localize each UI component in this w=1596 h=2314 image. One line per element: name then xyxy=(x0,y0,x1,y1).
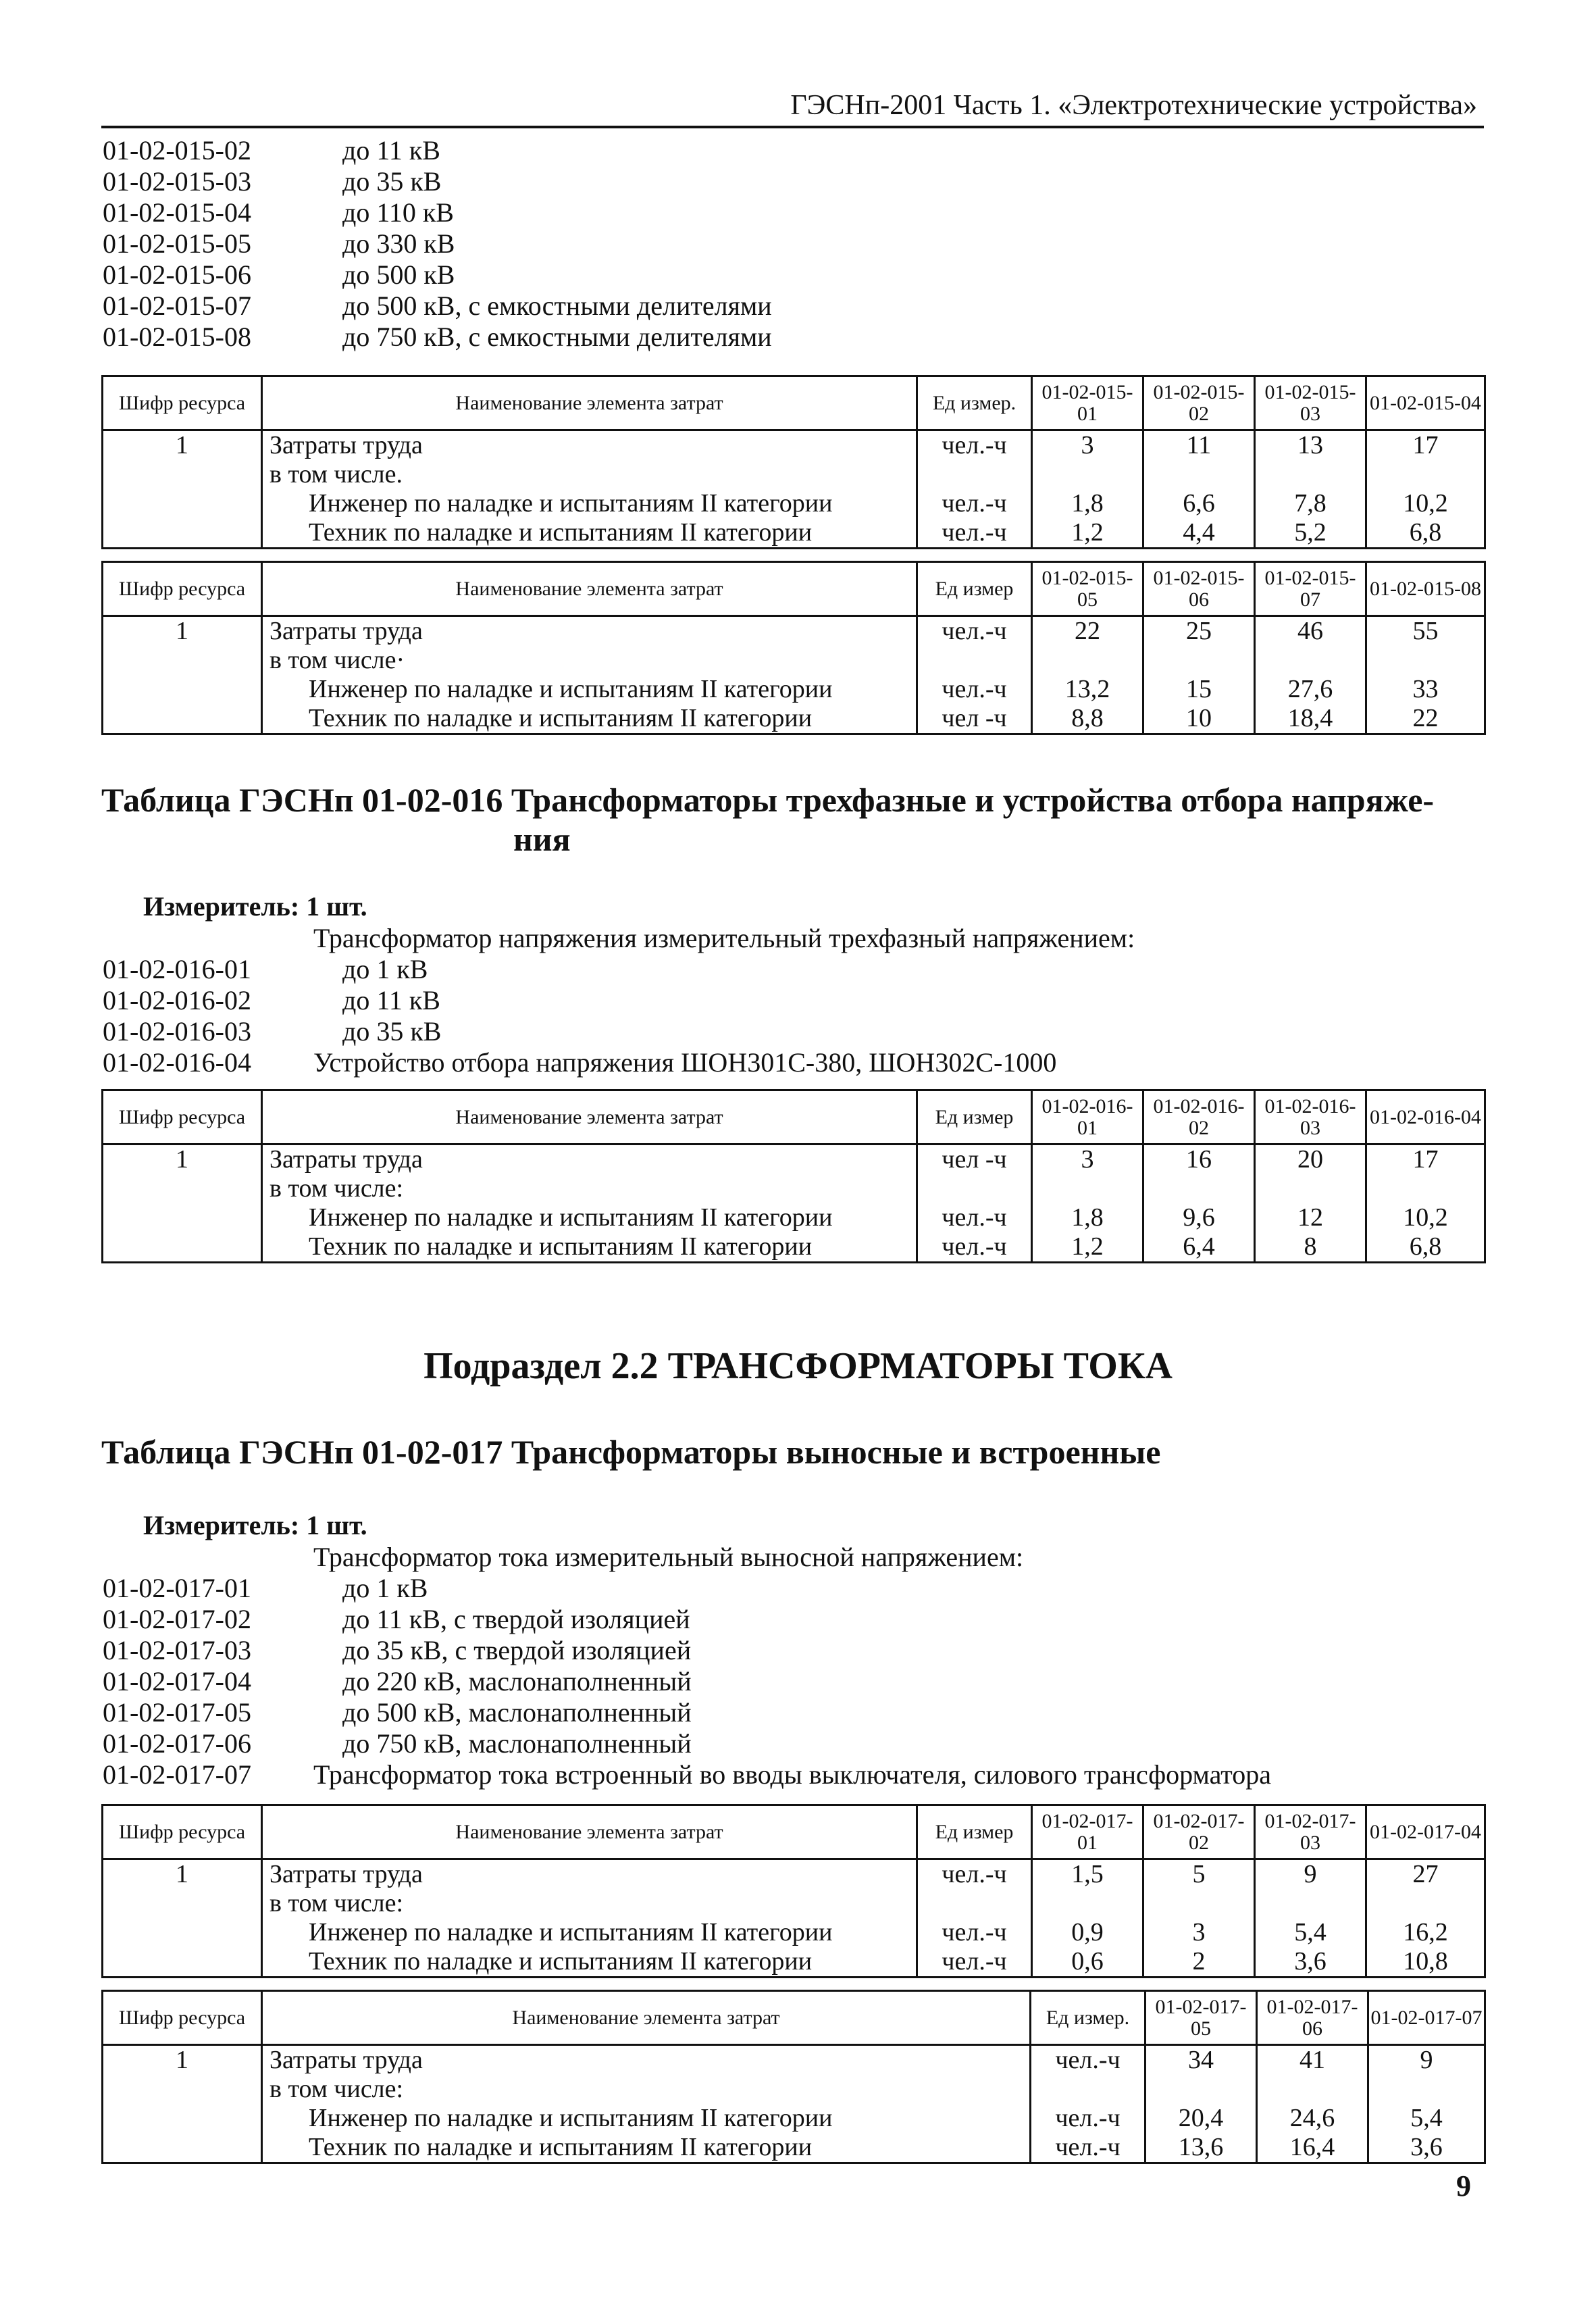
col-header-norm: 01-02-017-03 xyxy=(1255,1805,1366,1859)
col-header-unit: Ед измер xyxy=(917,1805,1032,1859)
value-cell: 41 xyxy=(1299,2046,1325,2074)
value-cell: 18,4 xyxy=(1287,704,1333,732)
labor-label: Затраты труда xyxy=(269,1145,423,1174)
item-desc: до 1 кВ xyxy=(342,954,428,984)
table-016-title-line1: Таблица ГЭСНп 01-02-016 Трансформаторы трехфазные и устройства отбора напряже- xyxy=(101,781,1435,819)
value-cell: 6,8 xyxy=(1409,518,1442,547)
value-cell: 6,6 xyxy=(1183,489,1215,518)
unit-value: чел.-ч xyxy=(942,1860,1007,1888)
value-cell: 22 xyxy=(1075,617,1100,645)
item-code: 01-02-017-05 xyxy=(103,1697,251,1728)
measure-unit-017: Измеритель: 1 шт. xyxy=(143,1510,367,1540)
engineer-label: Инженер по наладке и испытаниям II категории xyxy=(309,1203,833,1232)
value-cell: 17 xyxy=(1412,1145,1439,1174)
table-row xyxy=(103,2045,1485,2163)
item-desc: до 500 кВ, маслонаполненный xyxy=(342,1697,692,1728)
value-cell: 1,8 xyxy=(1071,1203,1104,1232)
values-col xyxy=(1143,430,1255,549)
unit-value: чел.-ч xyxy=(942,1203,1007,1232)
page-number: 9 xyxy=(1456,2169,1471,2203)
engineer-label: Инженер по наладке и испытаниям II категории xyxy=(309,2104,833,2132)
resource-table-017-b xyxy=(101,1990,1486,2164)
value-cell: 5 xyxy=(1192,1860,1206,1888)
value-cell: 13,6 xyxy=(1178,2133,1224,2161)
subsection-title: Подраздел 2.2 ТРАНСФОРМАТОРЫ ТОКА xyxy=(423,1345,1173,1387)
values-col xyxy=(1366,1145,1485,1263)
item-code: 01-02-017-07 xyxy=(103,1759,251,1790)
cost-names xyxy=(262,1145,917,1263)
values-col xyxy=(1255,1145,1366,1263)
col-header-name: Наименование элемента затрат xyxy=(262,562,917,616)
values-col xyxy=(1032,430,1143,549)
value-cell: 25 xyxy=(1186,617,1212,645)
values-col xyxy=(1143,616,1255,734)
document-title: ГЭСНп-2001 Часть 1. «Электротехнические устройства» xyxy=(790,90,1477,121)
unit-value: чел.-ч xyxy=(942,1947,1007,1976)
value-cell: 24,6 xyxy=(1289,2104,1335,2132)
resource-table-017-a xyxy=(101,1804,1486,1978)
item-code: 01-02-015-05 xyxy=(103,228,251,259)
values-col xyxy=(1032,1145,1143,1263)
value-cell: 4,4 xyxy=(1183,518,1215,547)
value-cell: 27 xyxy=(1412,1860,1439,1888)
values-col xyxy=(1366,430,1485,549)
col-header-norm: 01-02-016-02 xyxy=(1143,1090,1255,1145)
including-label: в том числе: xyxy=(269,1889,404,1917)
values-col xyxy=(1366,1859,1485,1978)
value-cell: 3,6 xyxy=(1294,1947,1327,1976)
unit-value: чел.-ч xyxy=(942,489,1007,518)
value-cell: 33 xyxy=(1412,675,1439,703)
col-header-norm: 01-02-016-01 xyxy=(1032,1090,1143,1145)
value-cell: 5,2 xyxy=(1294,518,1327,547)
value-cell: 1,8 xyxy=(1071,489,1104,518)
table-header-row xyxy=(103,1991,1485,2045)
col-header-name: Наименование элемента затрат xyxy=(262,1090,917,1145)
value-cell: 7,8 xyxy=(1294,489,1327,518)
including-label: в том числе· xyxy=(269,646,405,674)
value-cell: 1,2 xyxy=(1071,1232,1104,1261)
item-desc: до 35 кВ xyxy=(342,166,442,197)
value-cell: 16,2 xyxy=(1403,1918,1448,1946)
unit-value: чел.-ч xyxy=(942,1918,1007,1946)
values-col xyxy=(1255,616,1366,734)
table-header-row xyxy=(103,562,1485,616)
value-cell: 15 xyxy=(1186,675,1212,703)
col-header-unit: Ед измер. xyxy=(1031,1991,1145,2045)
value-cell: 0,9 xyxy=(1071,1918,1104,1946)
value-cell: 5,4 xyxy=(1294,1918,1327,1946)
col-header-norm: 01-02-017-01 xyxy=(1032,1805,1143,1859)
item-desc: до 500 кВ xyxy=(342,259,455,290)
col-header-unit: Ед измер. xyxy=(917,376,1032,430)
values-col xyxy=(1143,1859,1255,1978)
table-row xyxy=(103,1859,1485,1978)
technician-label: Техник по наладке и испытаниям II категории xyxy=(309,518,813,547)
values-col xyxy=(1032,616,1143,734)
table-row xyxy=(103,616,1485,734)
col-header-code: Шифр ресурса xyxy=(103,1090,262,1145)
unit-value: чел -ч xyxy=(942,704,1007,732)
item-desc: до 750 кВ, маслонаполненный xyxy=(342,1728,692,1759)
resource-code: 1 xyxy=(103,1859,262,1978)
col-header-code: Шифр ресурса xyxy=(103,1805,262,1859)
value-cell: 3,6 xyxy=(1410,2133,1443,2161)
col-header-code: Шифр ресурса xyxy=(103,562,262,616)
unit-value: чел.-ч xyxy=(942,675,1007,703)
item-desc: до 500 кВ, с емкостными делителями xyxy=(342,291,772,321)
value-cell: 27,6 xyxy=(1287,675,1333,703)
resource-code: 1 xyxy=(103,616,262,734)
labor-label: Затраты труда xyxy=(269,431,423,459)
resource-code: 1 xyxy=(103,430,262,549)
value-cell: 20,4 xyxy=(1178,2104,1224,2132)
item-code: 01-02-015-08 xyxy=(103,322,251,352)
col-header-norm: 01-02-015-03 xyxy=(1255,376,1366,430)
item-code: 01-02-016-04 xyxy=(103,1047,251,1078)
item-code: 01-02-015-07 xyxy=(103,291,251,321)
item-code: 01-02-017-04 xyxy=(103,1666,251,1696)
value-cell: 9 xyxy=(1420,2046,1433,2074)
values-col xyxy=(1257,2045,1368,2163)
technician-label: Техник по наладке и испытаниям II категории xyxy=(309,1947,813,1976)
col-header-norm: 01-02-017-04 xyxy=(1366,1805,1485,1859)
value-cell: 16,4 xyxy=(1289,2133,1335,2161)
unit-value: чел.-ч xyxy=(942,1232,1007,1261)
value-cell: 0,6 xyxy=(1071,1947,1104,1976)
item-desc: до 110 кВ xyxy=(342,197,454,228)
item-desc: до 1 кВ xyxy=(342,1573,428,1603)
unit-value: чел -ч xyxy=(942,1145,1007,1174)
units xyxy=(917,1859,1032,1978)
unit-value: чел.-ч xyxy=(1055,2104,1121,2132)
col-header-norm: 01-02-017-07 xyxy=(1368,1991,1485,2045)
units xyxy=(917,616,1032,734)
table-row xyxy=(103,1145,1485,1263)
resource-code: 1 xyxy=(103,2045,262,2163)
values-col xyxy=(1032,1859,1143,1978)
item-desc: до 35 кВ, с твердой изоляцией xyxy=(342,1635,692,1665)
value-cell: 13 xyxy=(1297,431,1323,459)
value-cell: 9 xyxy=(1304,1860,1317,1888)
unit-value: чел.-ч xyxy=(1055,2133,1121,2161)
col-header-code: Шифр ресурса xyxy=(103,376,262,430)
engineer-label: Инженер по наладке и испытаниям II категории xyxy=(309,489,833,518)
value-cell: 6,4 xyxy=(1183,1232,1215,1261)
unit-value: чел.-ч xyxy=(942,518,1007,547)
item-code: 01-02-015-03 xyxy=(103,166,251,197)
col-header-name: Наименование элемента затрат xyxy=(262,376,917,430)
value-cell: 10 xyxy=(1186,704,1212,732)
table-header-row xyxy=(103,376,1485,430)
col-header-norm: 01-02-015-06 xyxy=(1143,562,1255,616)
item-code: 01-02-015-04 xyxy=(103,197,251,228)
technician-label: Техник по наладке и испытаниям II категории xyxy=(309,704,813,732)
item-code: 01-02-015-02 xyxy=(103,135,251,166)
values-col xyxy=(1255,430,1366,549)
value-cell: 3 xyxy=(1081,431,1094,459)
value-cell: 10,2 xyxy=(1403,489,1448,518)
value-cell: 20 xyxy=(1297,1145,1323,1174)
value-cell: 3 xyxy=(1192,1918,1206,1946)
value-cell: 55 xyxy=(1412,617,1439,645)
item-code: 01-02-016-03 xyxy=(103,1016,251,1047)
value-cell: 5,4 xyxy=(1410,2104,1443,2132)
item-code: 01-02-015-06 xyxy=(103,259,251,290)
col-header-name: Наименование элемента затрат xyxy=(262,1805,917,1859)
values-col xyxy=(1145,2045,1257,2163)
table-header-row xyxy=(103,1090,1485,1145)
units xyxy=(917,430,1032,549)
item-desc: до 220 кВ, маслонаполненный xyxy=(342,1666,692,1696)
page-header xyxy=(101,81,1484,128)
resource-code: 1 xyxy=(103,1145,262,1263)
col-header-unit: Ед измер xyxy=(917,1090,1032,1145)
table-016-title-line2: ния xyxy=(513,820,571,858)
item-code: 01-02-016-02 xyxy=(103,985,251,1015)
col-header-unit: Ед измер xyxy=(917,562,1032,616)
value-cell: 13,2 xyxy=(1064,675,1110,703)
value-cell: 1,2 xyxy=(1071,518,1104,547)
col-header-norm: 01-02-017-06 xyxy=(1257,1991,1368,2045)
col-header-norm: 01-02-015-04 xyxy=(1366,376,1485,430)
item-desc: до 11 кВ xyxy=(342,135,440,166)
units xyxy=(917,1145,1032,1263)
including-label: в том числе: xyxy=(269,1174,404,1203)
item-desc: до 11 кВ xyxy=(342,985,440,1015)
values-col xyxy=(1255,1859,1366,1978)
col-header-norm: 01-02-016-03 xyxy=(1255,1090,1366,1145)
value-cell: 9,6 xyxy=(1183,1203,1215,1232)
value-cell: 12 xyxy=(1297,1203,1323,1232)
item-desc: до 35 кВ xyxy=(342,1016,442,1047)
value-cell: 2 xyxy=(1192,1947,1206,1976)
values-col xyxy=(1366,616,1485,734)
col-header-norm: 01-02-017-05 xyxy=(1145,1991,1257,2045)
item-desc: до 750 кВ, с емкостными делителями xyxy=(342,322,772,352)
col-header-norm: 01-02-015-01 xyxy=(1032,376,1143,430)
resource-table-016 xyxy=(101,1089,1486,1263)
resource-table-015-b xyxy=(101,561,1486,735)
col-header-norm: 01-02-015-02 xyxy=(1143,376,1255,430)
unit-value: чел.-ч xyxy=(1055,2046,1121,2074)
value-cell: 11 xyxy=(1186,431,1212,459)
item-code: 01-02-016-01 xyxy=(103,954,251,984)
col-header-norm: 01-02-015-08 xyxy=(1366,562,1485,616)
technician-label: Техник по наладке и испытаниям II категории xyxy=(309,1232,813,1261)
table-row xyxy=(103,430,1485,549)
item-code: 01-02-017-06 xyxy=(103,1728,251,1759)
value-cell: 6,8 xyxy=(1409,1232,1442,1261)
labor-label: Затраты труда xyxy=(269,2046,423,2074)
item-code: 01-02-017-01 xyxy=(103,1573,251,1603)
col-header-code: Шифр ресурса xyxy=(103,1991,262,2045)
values-col xyxy=(1143,1145,1255,1263)
value-cell: 1,5 xyxy=(1071,1860,1104,1888)
including-label: в том числе: xyxy=(269,2075,404,2103)
value-cell: 10,2 xyxy=(1403,1203,1448,1232)
intro-text: Трансформатор тока измерительный выносной напряжением: xyxy=(313,1542,1024,1572)
unit-value: чел.-ч xyxy=(942,431,1007,459)
technician-label: Техник по наладке и испытаниям II категории xyxy=(309,2133,813,2161)
values-col xyxy=(1368,2045,1485,2163)
labor-label: Затраты труда xyxy=(269,1860,423,1888)
item-desc: Устройство отбора напряжения ШОН301С-380, ШОН302С-1000 xyxy=(313,1047,1057,1078)
value-cell: 3 xyxy=(1081,1145,1094,1174)
cost-names xyxy=(262,1859,917,1978)
item-code: 01-02-017-02 xyxy=(103,1604,251,1634)
value-cell: 17 xyxy=(1412,431,1439,459)
including-label: в том числе. xyxy=(269,460,403,488)
item-desc: до 330 кВ xyxy=(342,228,455,259)
engineer-label: Инженер по наладке и испытаниям II категории xyxy=(309,675,833,703)
value-cell: 16 xyxy=(1186,1145,1212,1174)
col-header-norm: 01-02-015-07 xyxy=(1255,562,1366,616)
resource-table-015-a xyxy=(101,375,1486,549)
value-cell: 8 xyxy=(1304,1232,1317,1261)
table-header-row xyxy=(103,1805,1485,1859)
value-cell: 8,8 xyxy=(1071,704,1104,732)
labor-label: Затраты труда xyxy=(269,617,423,645)
value-cell: 10,8 xyxy=(1403,1947,1448,1976)
table-017-title: Таблица ГЭСНп 01-02-017 Трансформаторы выносные и встроенные xyxy=(101,1433,1161,1471)
unit-value: чел.-ч xyxy=(942,617,1007,645)
col-header-norm: 01-02-017-02 xyxy=(1143,1805,1255,1859)
col-header-norm: 01-02-015-05 xyxy=(1032,562,1143,616)
col-header-norm: 01-02-016-04 xyxy=(1366,1090,1485,1145)
item-desc: Трансформатор тока встроенный во вводы выключателя, силового трансформатора xyxy=(313,1759,1272,1790)
cost-names xyxy=(262,616,917,734)
measure-unit-016: Измеритель: 1 шт. xyxy=(143,891,367,922)
value-cell: 22 xyxy=(1412,704,1439,732)
col-header-name: Наименование элемента затрат xyxy=(262,1991,1031,2045)
item-code: 01-02-017-03 xyxy=(103,1635,251,1665)
engineer-label: Инженер по наладке и испытаниям II категории xyxy=(309,1918,833,1946)
value-cell: 46 xyxy=(1297,617,1323,645)
intro-text: Трансформатор напряжения измерительный трехфазный напряжением: xyxy=(313,923,1135,953)
cost-names xyxy=(262,430,917,549)
item-desc: до 11 кВ, с твердой изоляцией xyxy=(342,1604,690,1634)
units xyxy=(1031,2045,1145,2163)
cost-names xyxy=(262,2045,1031,2163)
table-016-title xyxy=(101,780,1434,859)
value-cell: 34 xyxy=(1188,2046,1214,2074)
